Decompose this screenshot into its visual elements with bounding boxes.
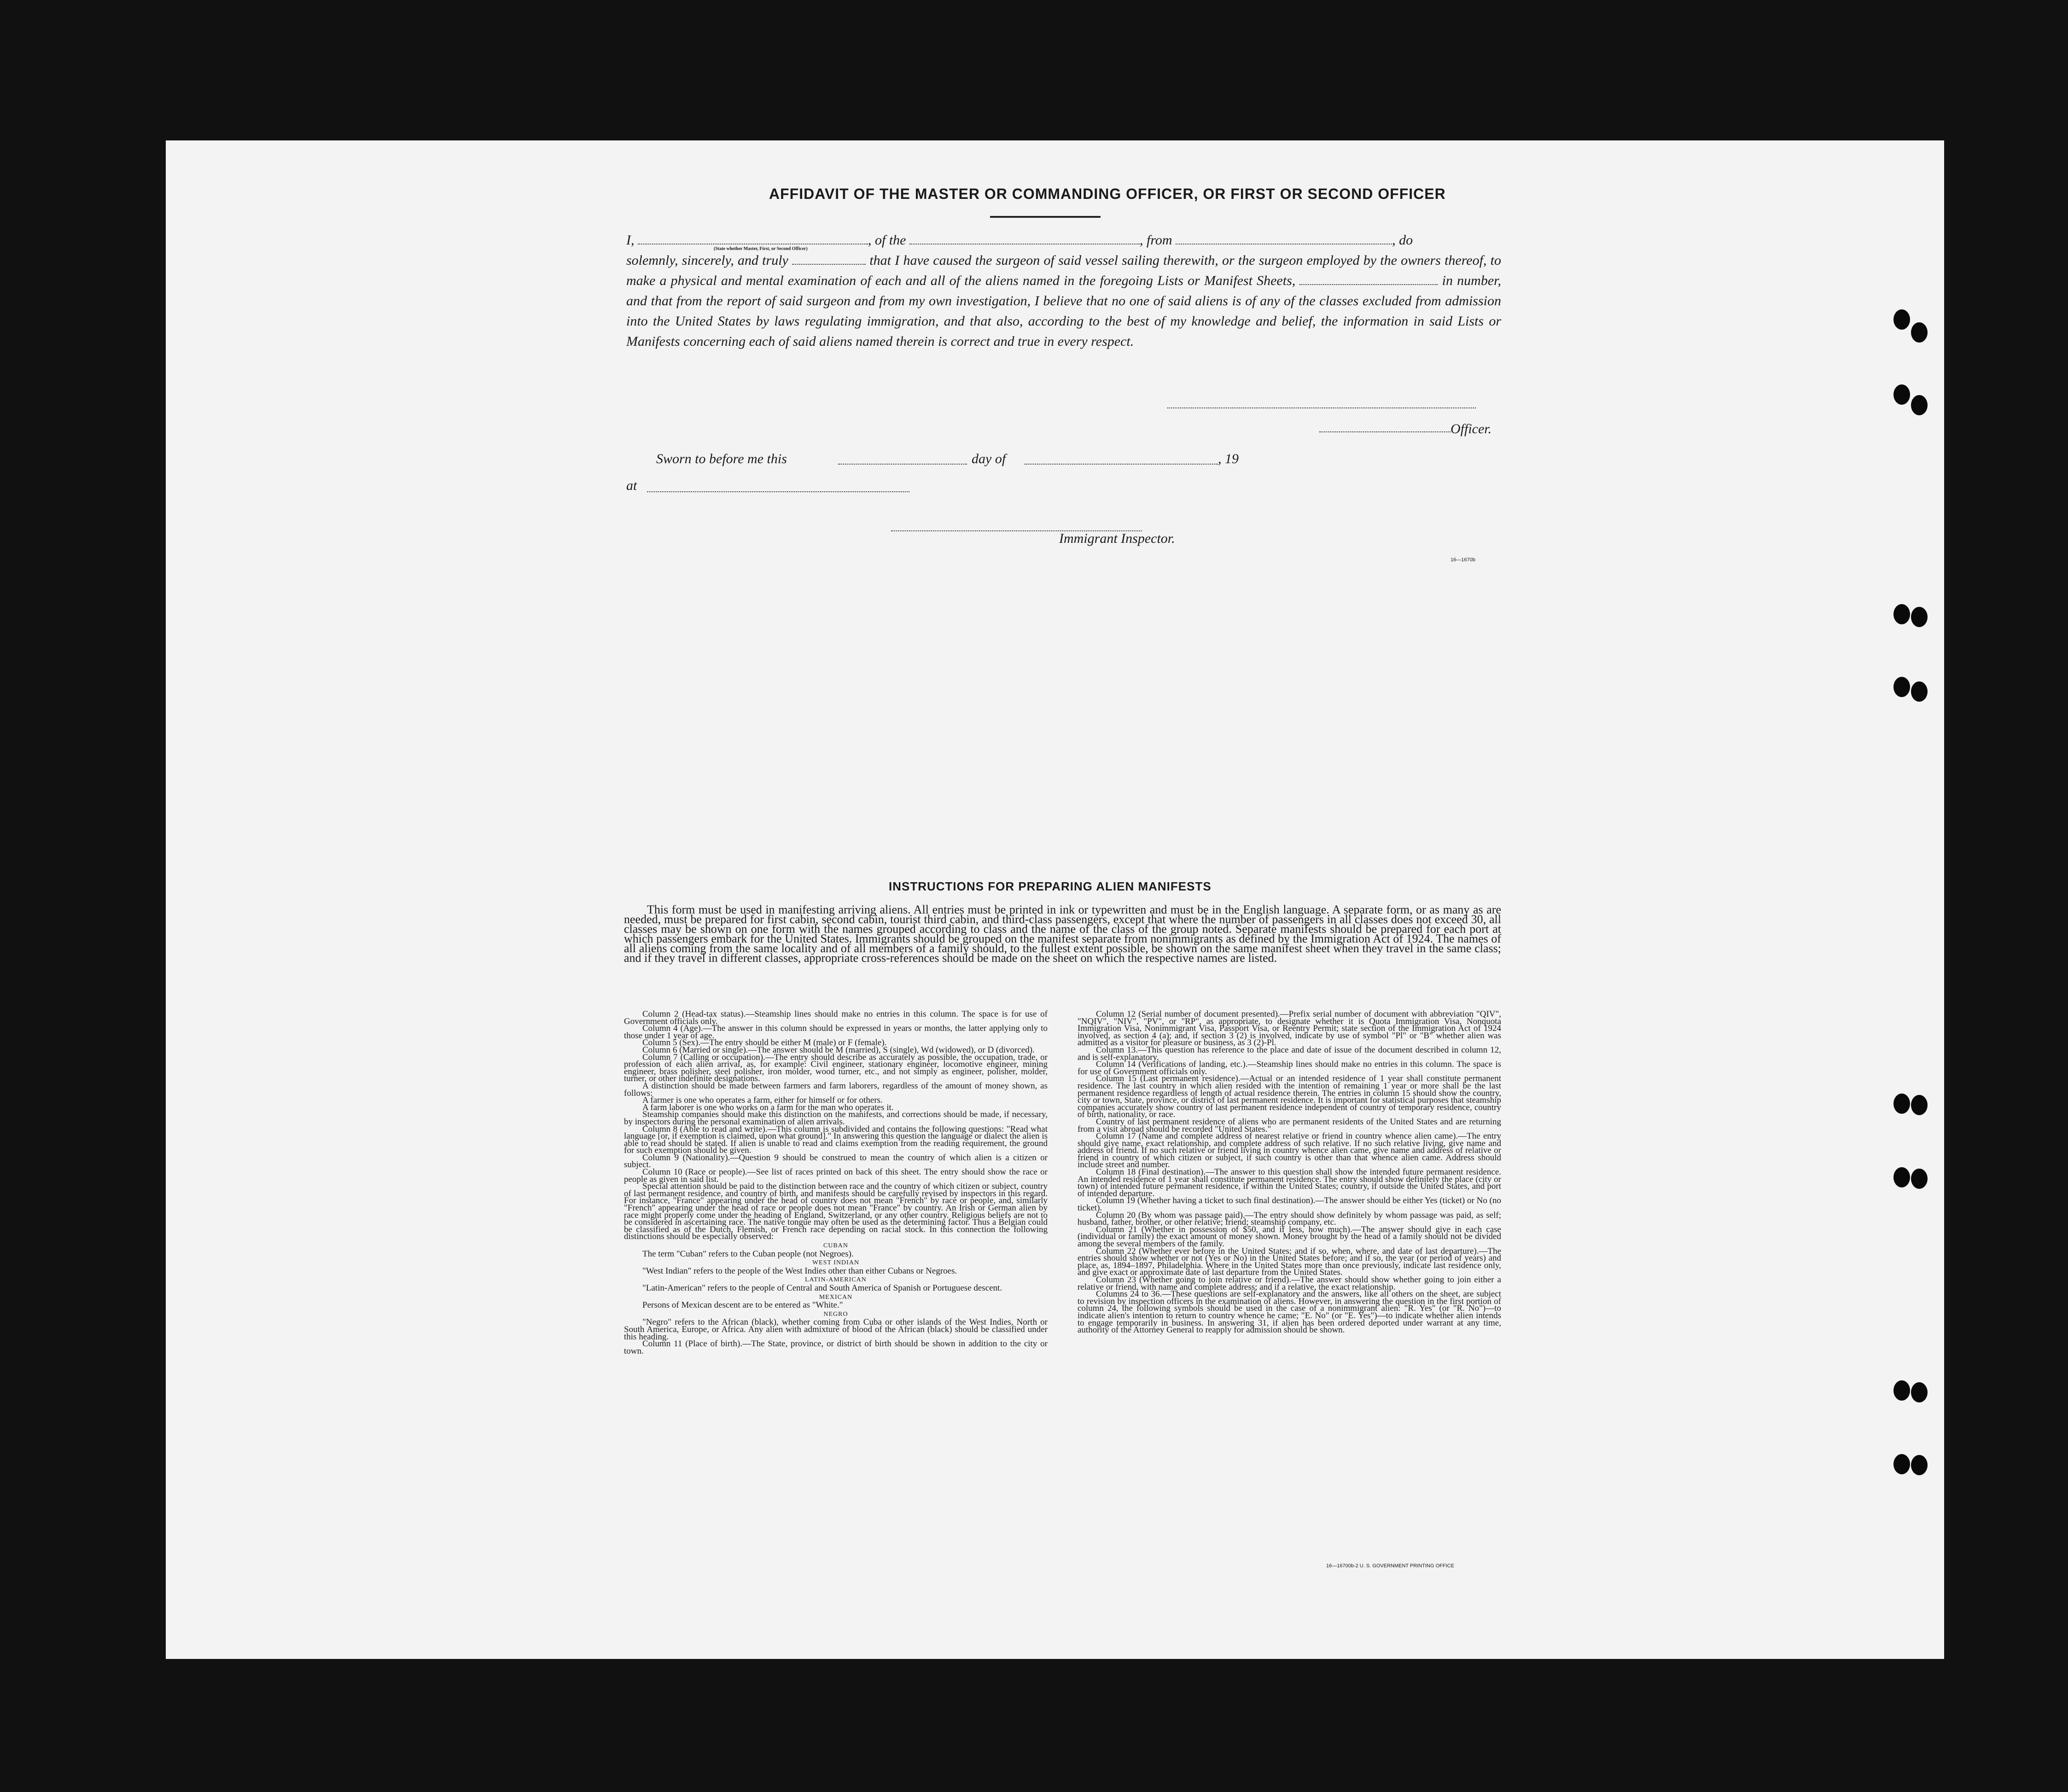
affidavit-do: , do (1392, 233, 1413, 248)
title-rule (990, 216, 1101, 218)
officer-label: Officer. (1451, 421, 1492, 436)
instruction-paragraph: Column 5 (Sex).—The entry should be either M (male) or F (female). (642, 1038, 887, 1048)
instruction-paragraph: Column 10 (Race or people).—See list of races printed on back of this sheet. The entry should show the race or people as given in said list. (624, 1167, 1048, 1184)
affidavit-text-c: in number, and that from the report of said surgeon and from my own investigation, I believe that no one of said aliens is of any of the classes excluded from admission into the United States by laws regulating immigration, and that also, according to the best of my knowledge and belief, the information in said Lists or Manifests concerning each of said aliens named therein is correct and true in every respect. (626, 273, 1501, 349)
instruction-paragraph: Column 21 (Whether in possession of $50, and if less, how much).—The answer should give in each case (individual or family) the exact amount of money shown. Money brought by the head of a family should not be divided among the several members of the family. (1078, 1224, 1501, 1249)
instruction-paragraph: A distinction should be made between farmers and farm laborers, regardless of the amount of money shown, as follows: (624, 1081, 1048, 1098)
binder-hole-icon (1911, 1455, 1928, 1475)
instruction-paragraph: Column 15 (Last permanent residence).—Actual or an intended residence of 1 year shall constitute permanent residence. The last country in which alien resided with the intention of remaining 1 year or more shall be the last permanent residence regardless of length of actual residence therein. The entries in column 15 should show the country, city or town, State, province, or district of last permanent residence. It is important for statistical purposes that steamship companies accurately show country of last permanent residence independent of country of temporary residence, country of birth, nationality, or race. (1078, 1074, 1501, 1120)
instructions-title: INSTRUCTIONS FOR PREPARING ALIEN MANIFESTS (889, 879, 1212, 893)
instruction-paragraph: Column 19 (Whether having a ticket to such final destination).—The answer should be either Yes (ticket) or No (no ticket). (1078, 1196, 1501, 1213)
binder-hole-icon (1911, 322, 1928, 343)
instruction-paragraph: Column 12 (Serial number of document presented).—Prefix serial number of document with abbreviation "QIV", "NQIV", "NIV", "PV", or "RP", as appropriate, to designate whether it is Quota Immigration Visa, Nonquota Immigration Visa, Nonimmigrant Visa, Passport Visa, or Reentry Permit; state section of the Immigration Act of 1924 involved, as section 4 (a); and, if section 3 (2) is involved, indicate by use of symbol "Pl" or "B" whether alien was admitted as a visitor for pleasure or business, as 3 (2)-Pl. (1078, 1009, 1501, 1048)
west-indian-heading: WEST INDIAN (812, 1259, 860, 1267)
instruction-paragraph: Column 8 (Able to read and write).—This column is subdivided and contains the following questions: "Read what language [or, if exemption is claimed, upon what ground]." In answering this question the language or dialect the alien is able to read should be stated. If alien is unable to read and claims exemption from the reading requirement, the ground for such exemption should be given. (624, 1124, 1048, 1156)
binder-hole-icon (1911, 1169, 1928, 1189)
day-of-label: day of (972, 451, 1006, 466)
binder-hole-icon (1893, 1167, 1910, 1187)
state-note: (State whether Master, First, or Second Officer) (714, 246, 808, 251)
instruction-paragraph: A farmer is one who operates a farm, either for himself or for others. (642, 1095, 883, 1105)
instruction-paragraph: Special attention should be paid to the distinction between race and the country of which citizen or subject, country of last permanent residence, and country of birth, and manifests should be carefully revised by inspectors in this regard. For instance, "France" appearing under the head of country does not mean "French" by race or people, and, similarly "French" appearing under the head of race or people does not mean "France" by country. An Irish or German alien by race might properly come under the heading of England, Switzerland, or any other country. Religious beliefs are not to be considered in ascertaining race. The native tongue may often be used as the determining factor. Thus a Belgian could be classified as of the Dutch, Flemish, or French race depending on racial stock. In this connection the following distinctions should be especially observed: (624, 1181, 1048, 1242)
instruction-paragraph: Steamship companies should make this distinction on the manifests, and corrections should be made, if necessary, by inspectors during the personal examination of alien arrivals. (624, 1110, 1048, 1127)
instruction-paragraph: Column 4 (Age).—The answer in this column should be expressed in years or months, the latter applying only to those under 1 year of age. (624, 1024, 1048, 1041)
officer-signature-line (1167, 407, 1476, 408)
affidavit-text-a: solemnly, sincerely, and truly (626, 253, 788, 268)
instruction-paragraph: Column 2 (Head-tax status).—Steamship lines should make no entries in this column. The space is for use of Government officials only. (624, 1009, 1048, 1026)
at-label: at (626, 478, 637, 493)
instruction-paragraph: Column 13.—This question has reference to the place and date of issue of the document described in column 12, and is self-explanatory. (1078, 1045, 1501, 1062)
mexican-text: Persons of Mexican descent are to be entered as "White." (642, 1300, 843, 1310)
cuban-heading: CUBAN (823, 1242, 848, 1249)
instruction-paragraph: Column 17 (Name and complete address of nearest relative or friend in country whence alien came).—The entry should give name, exact relationship, and complete address of such relative. If no such relative living, give name and address of friend. If no such relative or friend living in country whence alien came, give name and address of relative or friend in country of which citizen or subject, if such country is other than that whence alien came. Address should include street and number. (1078, 1131, 1501, 1170)
latin-american-text: "Latin-American" refers to the people of Central and South America of Spanish or Portuguese descent. (642, 1283, 1002, 1293)
affidavit-of-the: , of the (868, 233, 906, 248)
affidavit-from: , from (1140, 233, 1172, 248)
count-blank (1299, 275, 1438, 285)
instruction-paragraph: Column 9 (Nationality).—Question 9 should be construed to mean the country of which alien is a citizen or subject. (624, 1152, 1048, 1170)
footer-code: 16—16700b-2 U. S. GOVERNMENT PRINTING OFFICE (1326, 1563, 1454, 1569)
instruction-paragraph: Columns 24 to 36.—These questions are self-explanatory and the answers, like all others on the sheet, are subject to revision by inspection officers in the examination of aliens. However, in answering the question in the first portion of column 24, the following symbols should be used in the case of a nonimmigrant alien: "R. Yes" (or "R. No")—to indicate alien's intention to return to country whence he came; "E. No" (or "E. Yes")—to indicate whether alien intends to engage temporarily in business. In answering 31, if alien has been ordered deported under warrant at any time, authority of the Attorney General to reapply for admission should be shown. (1078, 1289, 1501, 1335)
instructions-right-column (1078, 1011, 1501, 1334)
instruction-paragraph: Country of last permanent residence of aliens who are permanent residents of the United States and are returning from a visit abroad should be recorded "United States." (1078, 1117, 1501, 1134)
sworn-label: Sworn to before me this (656, 451, 787, 466)
instruction-paragraph: Column 6 (Married or single).—The answer should be M (married), S (single), Wd (widowed), or D (divorced). (642, 1045, 1035, 1055)
binder-hole-icon (1893, 1454, 1910, 1474)
instructions-intro: This form must be used in manifesting arriving aliens. All entries must be printed in ink or typewritten and must be in the English language. A separate form, or as many as are needed, must be prepared for first cabin, second cabin, tourist third cabin, and third-class passengers, except that where the number of passengers in all classes does not exceed 30, all classes may be shown on one form with the names grouped according to class and the name of the class of the group noted. Separate manifests should be prepared for each port at which passengers embark for the United States. Immigrants should be grouped on the manifest separate from nonimmigrants as defined by the Immigration Act of 1924. The names of all aliens coming from the same locality and of all members of a family should, to the fullest extent possible, be shown on the same manifest sheet when they travel in the same class; and if they travel in different classes, appropriate cross-references should be made on the sheet on which the respective names are listed. (624, 903, 1501, 965)
cuban-text: The term "Cuban" refers to the Cuban people (not Negroes). (642, 1249, 854, 1259)
inspector-label: Immigrant Inspector. (1059, 531, 1175, 546)
instructions-left-column (624, 1011, 1048, 1355)
year-label: , 19 (1218, 451, 1239, 466)
instruction-paragraph: Column 7 (Calling or occupation).—The entry should describe as accurately as possible, the occupation, trade, or profession of each alien arrival, as, for example: Civil engineer, stationary engineer, locomotive engineer, mining engineer, brass polisher, steel polisher, iron molder, wood turner, etc., and not simply as engineer, polisher, molder, turner, or other indefinite designations. (624, 1052, 1048, 1084)
instruction-paragraph: Column 14 (Verifications of landing, etc.).—Steamship lines should make no entries in this column. The space is for use of Government officials only. (1078, 1059, 1501, 1076)
manifest-sheet (166, 140, 1944, 1659)
officer-rank-blank (638, 234, 868, 244)
binder-hole-icon (1911, 607, 1928, 627)
instruction-paragraph: Column 23 (Whether going to join relative or friend).—The answer should show whether going to join either a relative or friend, with name and complete address; and if a relative, the exact relationship. (1078, 1274, 1501, 1292)
binder-hole-icon (1893, 1380, 1910, 1401)
instruction-paragraph: Column 22 (Whether ever before in the United States; and if so, when, where, and date of last departure).—The entries should show whether or not (Yes or No) in the United States before; and if so, the year (or period of years) and place, as, 1894–1897, Philadelphia. Where in the United States more than once previously, indicate last residence only, and give exact or approximate date of last departure from the United States. (1078, 1246, 1501, 1278)
affidavit-form-code: 16—1670b (1451, 557, 1475, 563)
instruction-paragraph: A farm laborer is one who works on a farm for the man who operates it. (642, 1102, 894, 1112)
sworn-month-line (1025, 463, 1218, 465)
binder-hole-icon (1893, 309, 1910, 330)
affidavit-text-b: that I have caused the surgeon of said vessel sailing therewith, or the surgeon employed by the owners thereof, to make a physical and mental examination of each and all of the aliens named in the foregoing Lists or Manifest Sheets, (626, 253, 1502, 288)
latin-american-heading: LATIN-AMERICAN (805, 1276, 867, 1284)
binder-hole-icon (1893, 1094, 1910, 1114)
binder-hole-icon (1893, 677, 1910, 697)
west-indian-text: "West Indian" refers to the people of the West Indies other than either Cubans or Negroes. (642, 1266, 957, 1276)
at-place-line (647, 490, 909, 492)
binder-hole-icon (1911, 395, 1928, 415)
officer-title-line (1319, 431, 1451, 432)
port-blank (1176, 234, 1392, 244)
sworn-blank (792, 255, 866, 265)
binder-hole-icon (1893, 604, 1910, 624)
affidavit-title: AFFIDAVIT OF THE MASTER OR COMMANDING OFFICER, OR FIRST OR SECOND OFFICER (769, 186, 1446, 202)
vessel-blank (909, 234, 1140, 244)
affidavit-i: I, (626, 233, 635, 248)
binder-hole-icon (1911, 1382, 1928, 1402)
negro-heading: NEGRO (823, 1310, 848, 1318)
binder-hole-icon (1911, 681, 1928, 702)
binder-hole-icon (1911, 1095, 1928, 1115)
column-11-text: Column 11 (Place of birth).—The State, province, or district of birth should be shown in addition to the city or town. (624, 1339, 1048, 1356)
negro-text: "Negro" refers to the African (black), whether coming from Cuba or other islands of the West Indies, North or South America, Europe, or Africa. Any alien with admixture of blood of the African (black) should be classified under this heading. (624, 1317, 1048, 1342)
binder-hole-icon (1893, 384, 1910, 405)
instruction-paragraph: Column 18 (Final destination).—The answer to this question shall show the intended future permanent residence. An intended residence of 1 year shall constitute permanent residence. The entry should show definitely the place (city or town) of intended future permanent residence, if within the United States; country, if outside the United States, and port of intended departure. (1078, 1167, 1501, 1199)
mexican-heading: MEXICAN (819, 1293, 853, 1301)
instruction-paragraph: Column 20 (By whom was passage paid).—The entry should show definitely by whom passage was paid, as self; husband, father, brother, or other relative; friend; steamship company, etc. (1078, 1210, 1501, 1228)
sworn-day-line (838, 463, 967, 465)
